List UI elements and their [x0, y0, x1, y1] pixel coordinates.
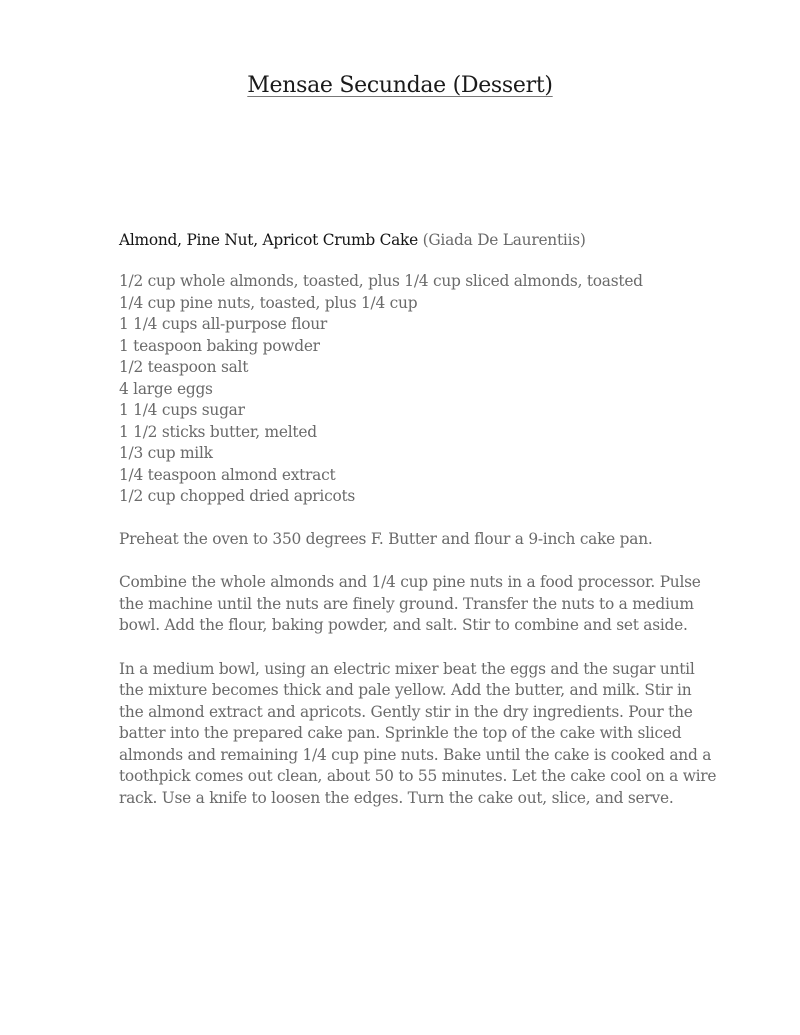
instruction-step-3: In a medium bowl, using an electric mixer beat the eggs and the sugar until the mixture becomes thick and pale yellow. Add the butter, and milk. Stir in the almond extract and apricots. Gently stir in the dry ingredients. Pour the batter into the prepared cake pan. Sprinkle the top of the cake with sliced almonds and remaining 1/4 cup pine nuts. Bake until the cake is cooked and a toothpick comes out clean, about 50 to 55 minutes. Let the cake cool on a wire rack. Use a knife to loosen the edges. Turn the cake out, slice, and serve.: [119, 659, 717, 807]
ingredient-item: 1/2 teaspoon salt: [119, 358, 249, 376]
recipe-header: [119, 229, 719, 251]
page-title-text: Mensae Secundae (Dessert): [247, 73, 553, 98]
recipe-author: (Giada De Laurentiis): [422, 231, 586, 249]
ingredient-item: 1/3 cup milk: [119, 444, 213, 462]
page-title: [0, 73, 800, 98]
ingredient-item: 1/2 cup chopped dried apricots: [119, 487, 356, 505]
ingredient-item: 1/4 teaspoon almond extract: [119, 465, 336, 484]
ingredient-item: 1/4 cup pine nuts, toasted, plus 1/4 cup: [119, 293, 418, 312]
ingredient-item: 1 teaspoon baking powder: [119, 336, 320, 355]
ingredient-item: 1/2 cup whole almonds, toasted, plus 1/4 cup sliced almonds, toasted: [119, 272, 643, 290]
instruction-step-2: Combine the whole almonds and 1/4 cup pine nuts in a food processor. Pulse the machine until the nuts are finely ground. Transfer the nuts to a medium bowl. Add the flour, baking powder, and salt. Stir to combine and set aside.: [119, 573, 701, 634]
ingredient-list: [119, 271, 719, 508]
instruction-step-1: Preheat the oven to 350 degrees F. Butter and flour a 9-inch cake pan.: [119, 529, 653, 548]
recipe-name: Almond, Pine Nut, Apricot Crumb Cake: [119, 231, 418, 249]
ingredient-item: 4 large eggs: [119, 379, 213, 398]
ingredient-item: 1 1/4 cups sugar: [119, 401, 245, 419]
ingredient-item: 1 1/4 cups all-purpose flour: [119, 315, 328, 333]
recipe: [119, 229, 719, 809]
ingredient-item: 1 1/2 sticks butter, melted: [119, 422, 317, 441]
